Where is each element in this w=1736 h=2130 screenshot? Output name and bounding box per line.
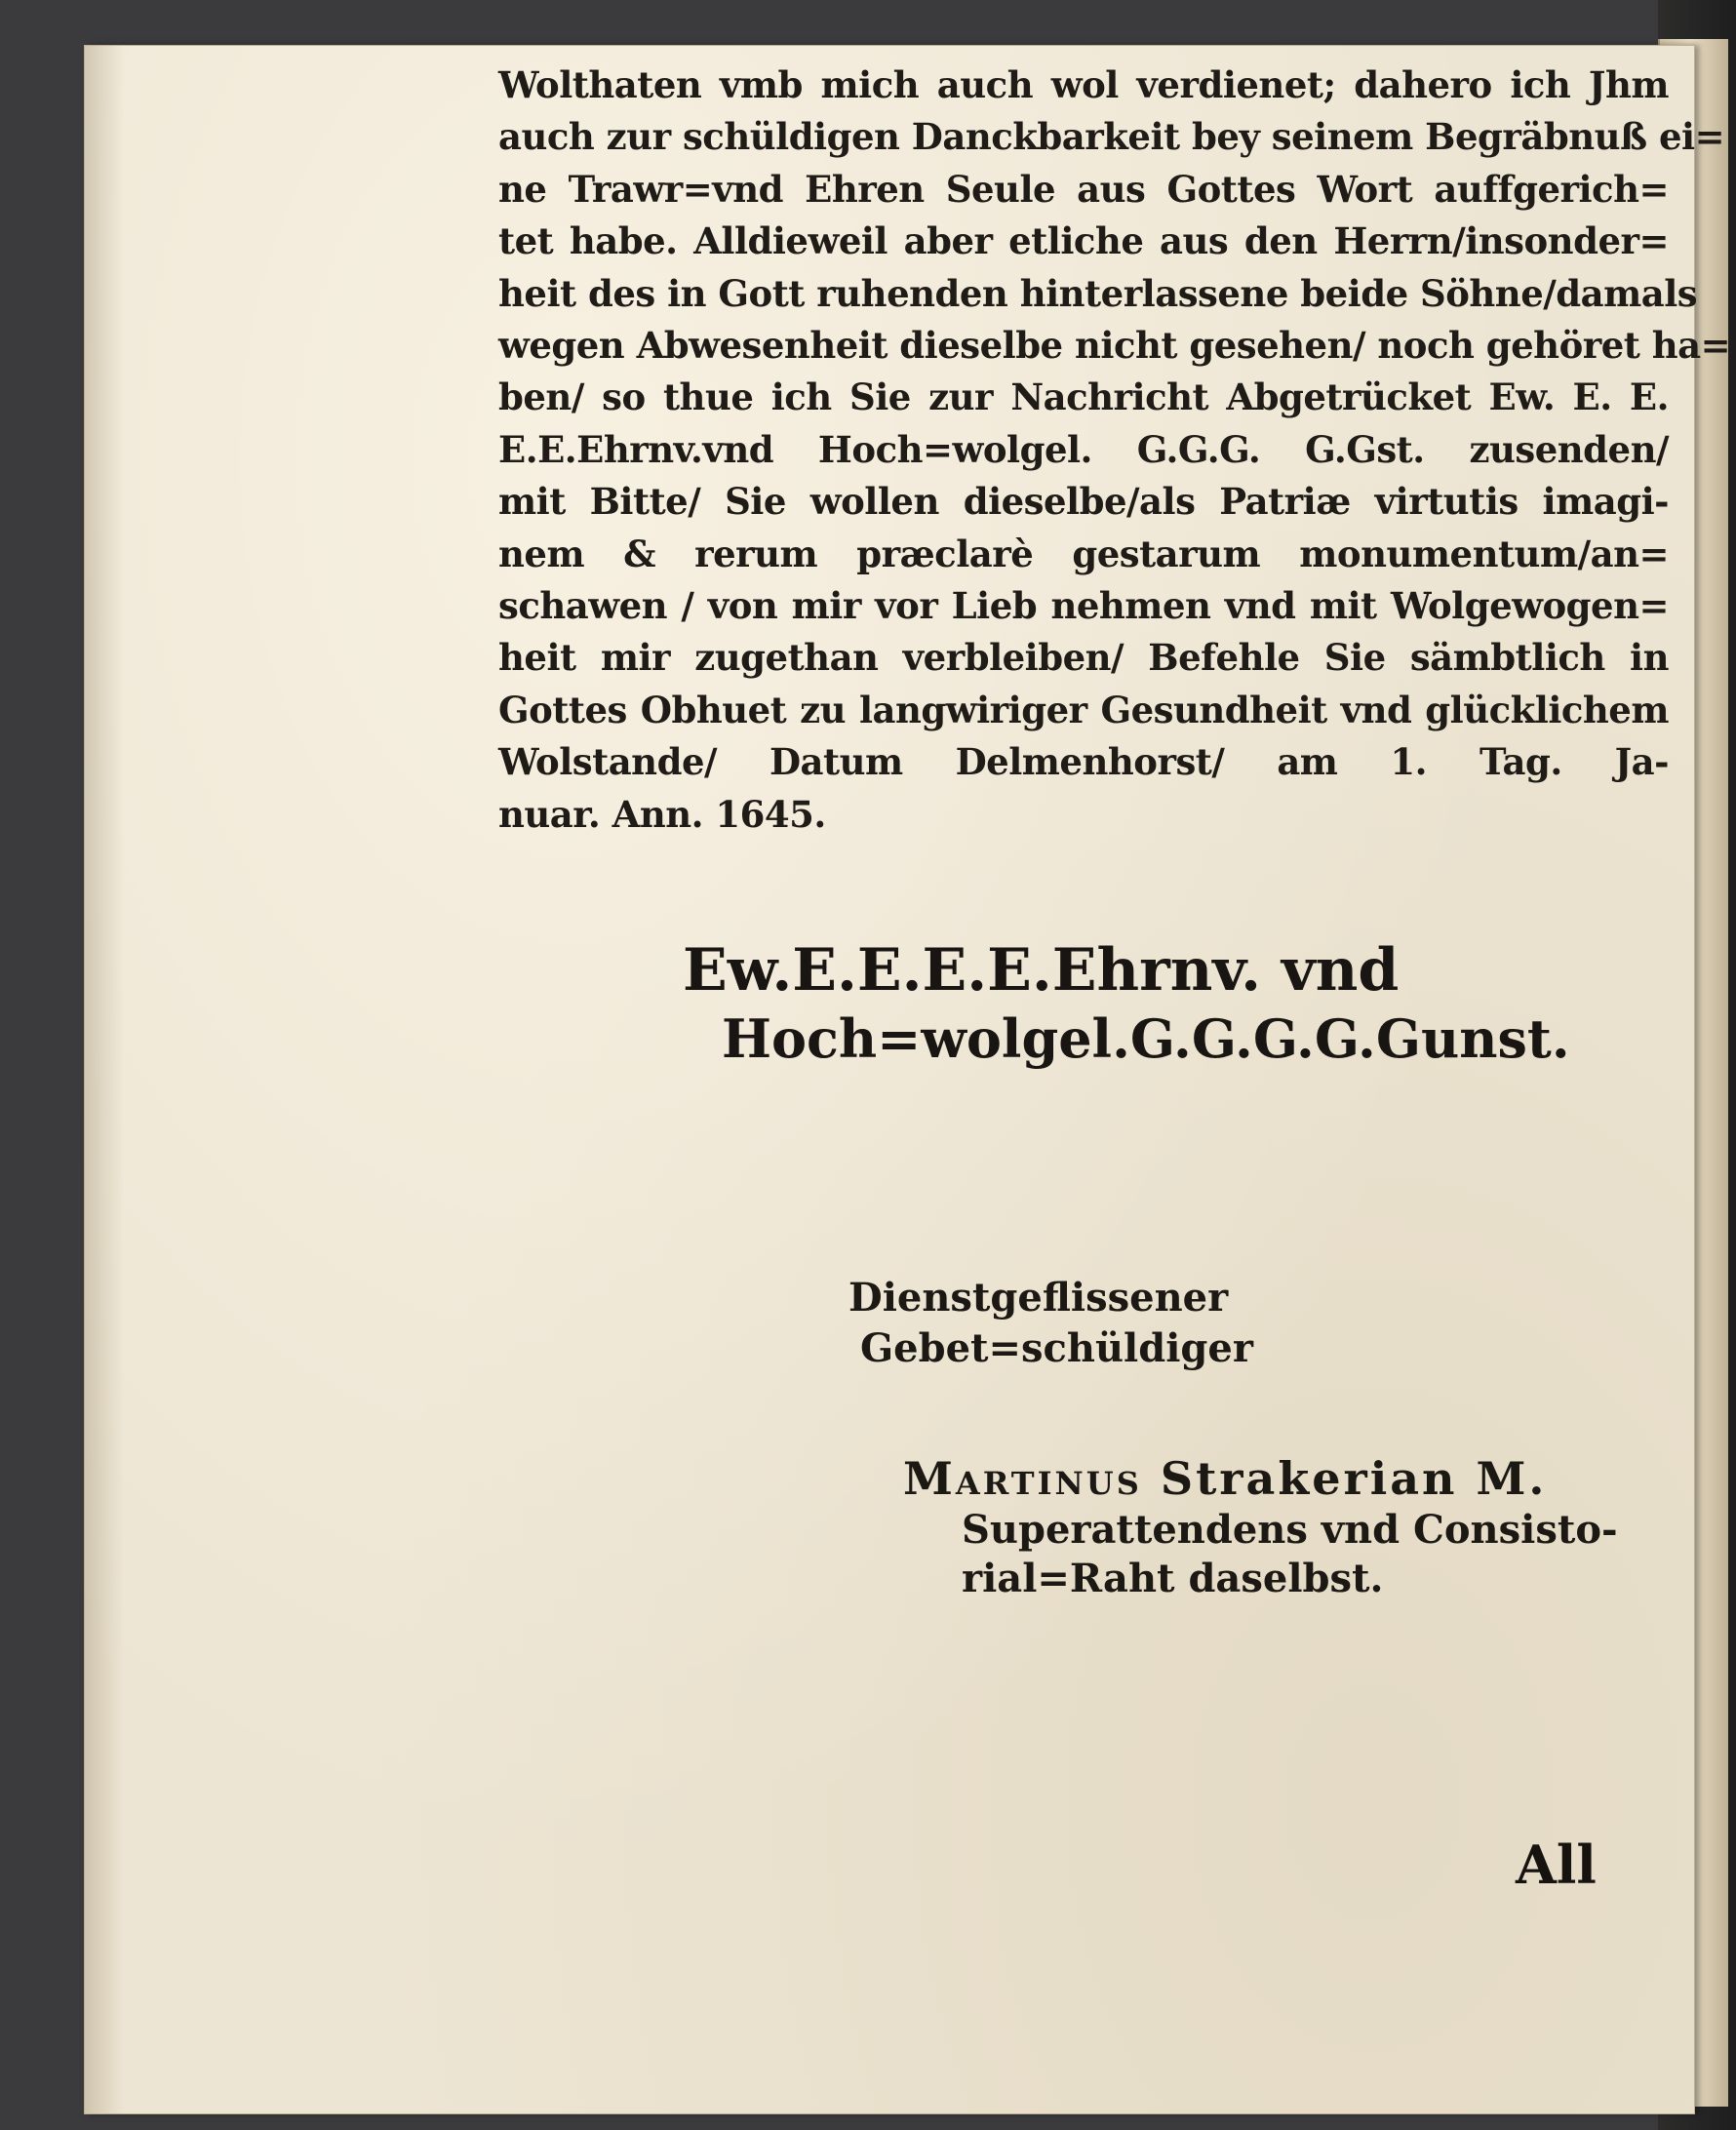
epithet-line: Gebet=schüldiger — [860, 1325, 1253, 1371]
document-page — [84, 45, 1731, 2114]
signature-epithets — [848, 1273, 1253, 1374]
closing-line: Ew.E.E.E.E.Ehrnv. vnd — [683, 936, 1400, 1005]
catchword: All — [1516, 1834, 1597, 1896]
text-line: heit des in Gott ruhenden hinterlassene beide Söhne/damals — [498, 271, 1698, 315]
text-line: mit Bitte/ Sie wollen dieselbe/als Patriæ virtutis imagi- — [498, 480, 1669, 524]
text-line: tet habe. Alldieweil aber etliche aus den Herrn/insonder= — [498, 219, 1669, 263]
text-line: ben/ so thue ich Sie zur Nachricht Abgetrücket Ew. E. E. — [498, 375, 1669, 419]
epithet-line: Dienstgeflissener — [848, 1275, 1229, 1321]
author-signature — [903, 1451, 1618, 1603]
text-line: wegen Abwesenheit dieselbe nicht gesehen/ noch gehöret ha= — [498, 324, 1731, 368]
text-line: Gottes Obhuet zu langwiriger Gesundheit vnd glücklichem — [498, 688, 1669, 731]
author-first-name: Martinus — [903, 1452, 1142, 1505]
gutter-shadow — [85, 46, 124, 2113]
text-line: nuar. Ann. 1645. — [498, 792, 826, 836]
text-line: Wolstande/ Datum Delmenhorst/ am 1. Tag. Ja- — [498, 740, 1669, 784]
text-line: E.E.Ehrnv.vnd Hoch=wolgel. G.G.G. G.Gst. zusenden/ — [498, 427, 1669, 471]
closing-salutation — [683, 936, 1570, 1073]
text-line: nem & rerum præclarè gestarum monumentum/an= — [498, 532, 1669, 575]
author-suffix: M. — [1476, 1452, 1548, 1505]
text-line: auch zur schüldigen Danckbarkeit bey seinem Begräbnuß ei= — [498, 115, 1725, 159]
text-line: heit mir zugethan verbleiben/ Befehle Sie sämbtlich in — [498, 636, 1669, 680]
text-line: Wolthaten vmb mich auch wol verdienet; dahero ich Jhm — [498, 63, 1669, 106]
text-line: schawen / von mir vor Lieb nehmen vnd mit Wolgewogen= — [498, 584, 1669, 628]
author-name — [903, 1451, 1618, 1506]
closing-line: Hoch=wolgel.G.G.G.G.Gunst. — [722, 1007, 1570, 1070]
text-line: ne Trawr=vnd Ehren Seule aus Gottes Wort auffgerich= — [498, 167, 1669, 211]
author-last-name: Strakerian — [1160, 1452, 1458, 1505]
author-title: rial=Raht daselbst. — [962, 1556, 1384, 1601]
body-text — [498, 59, 1731, 841]
author-title: Superattendens vnd Consisto- — [962, 1507, 1618, 1553]
